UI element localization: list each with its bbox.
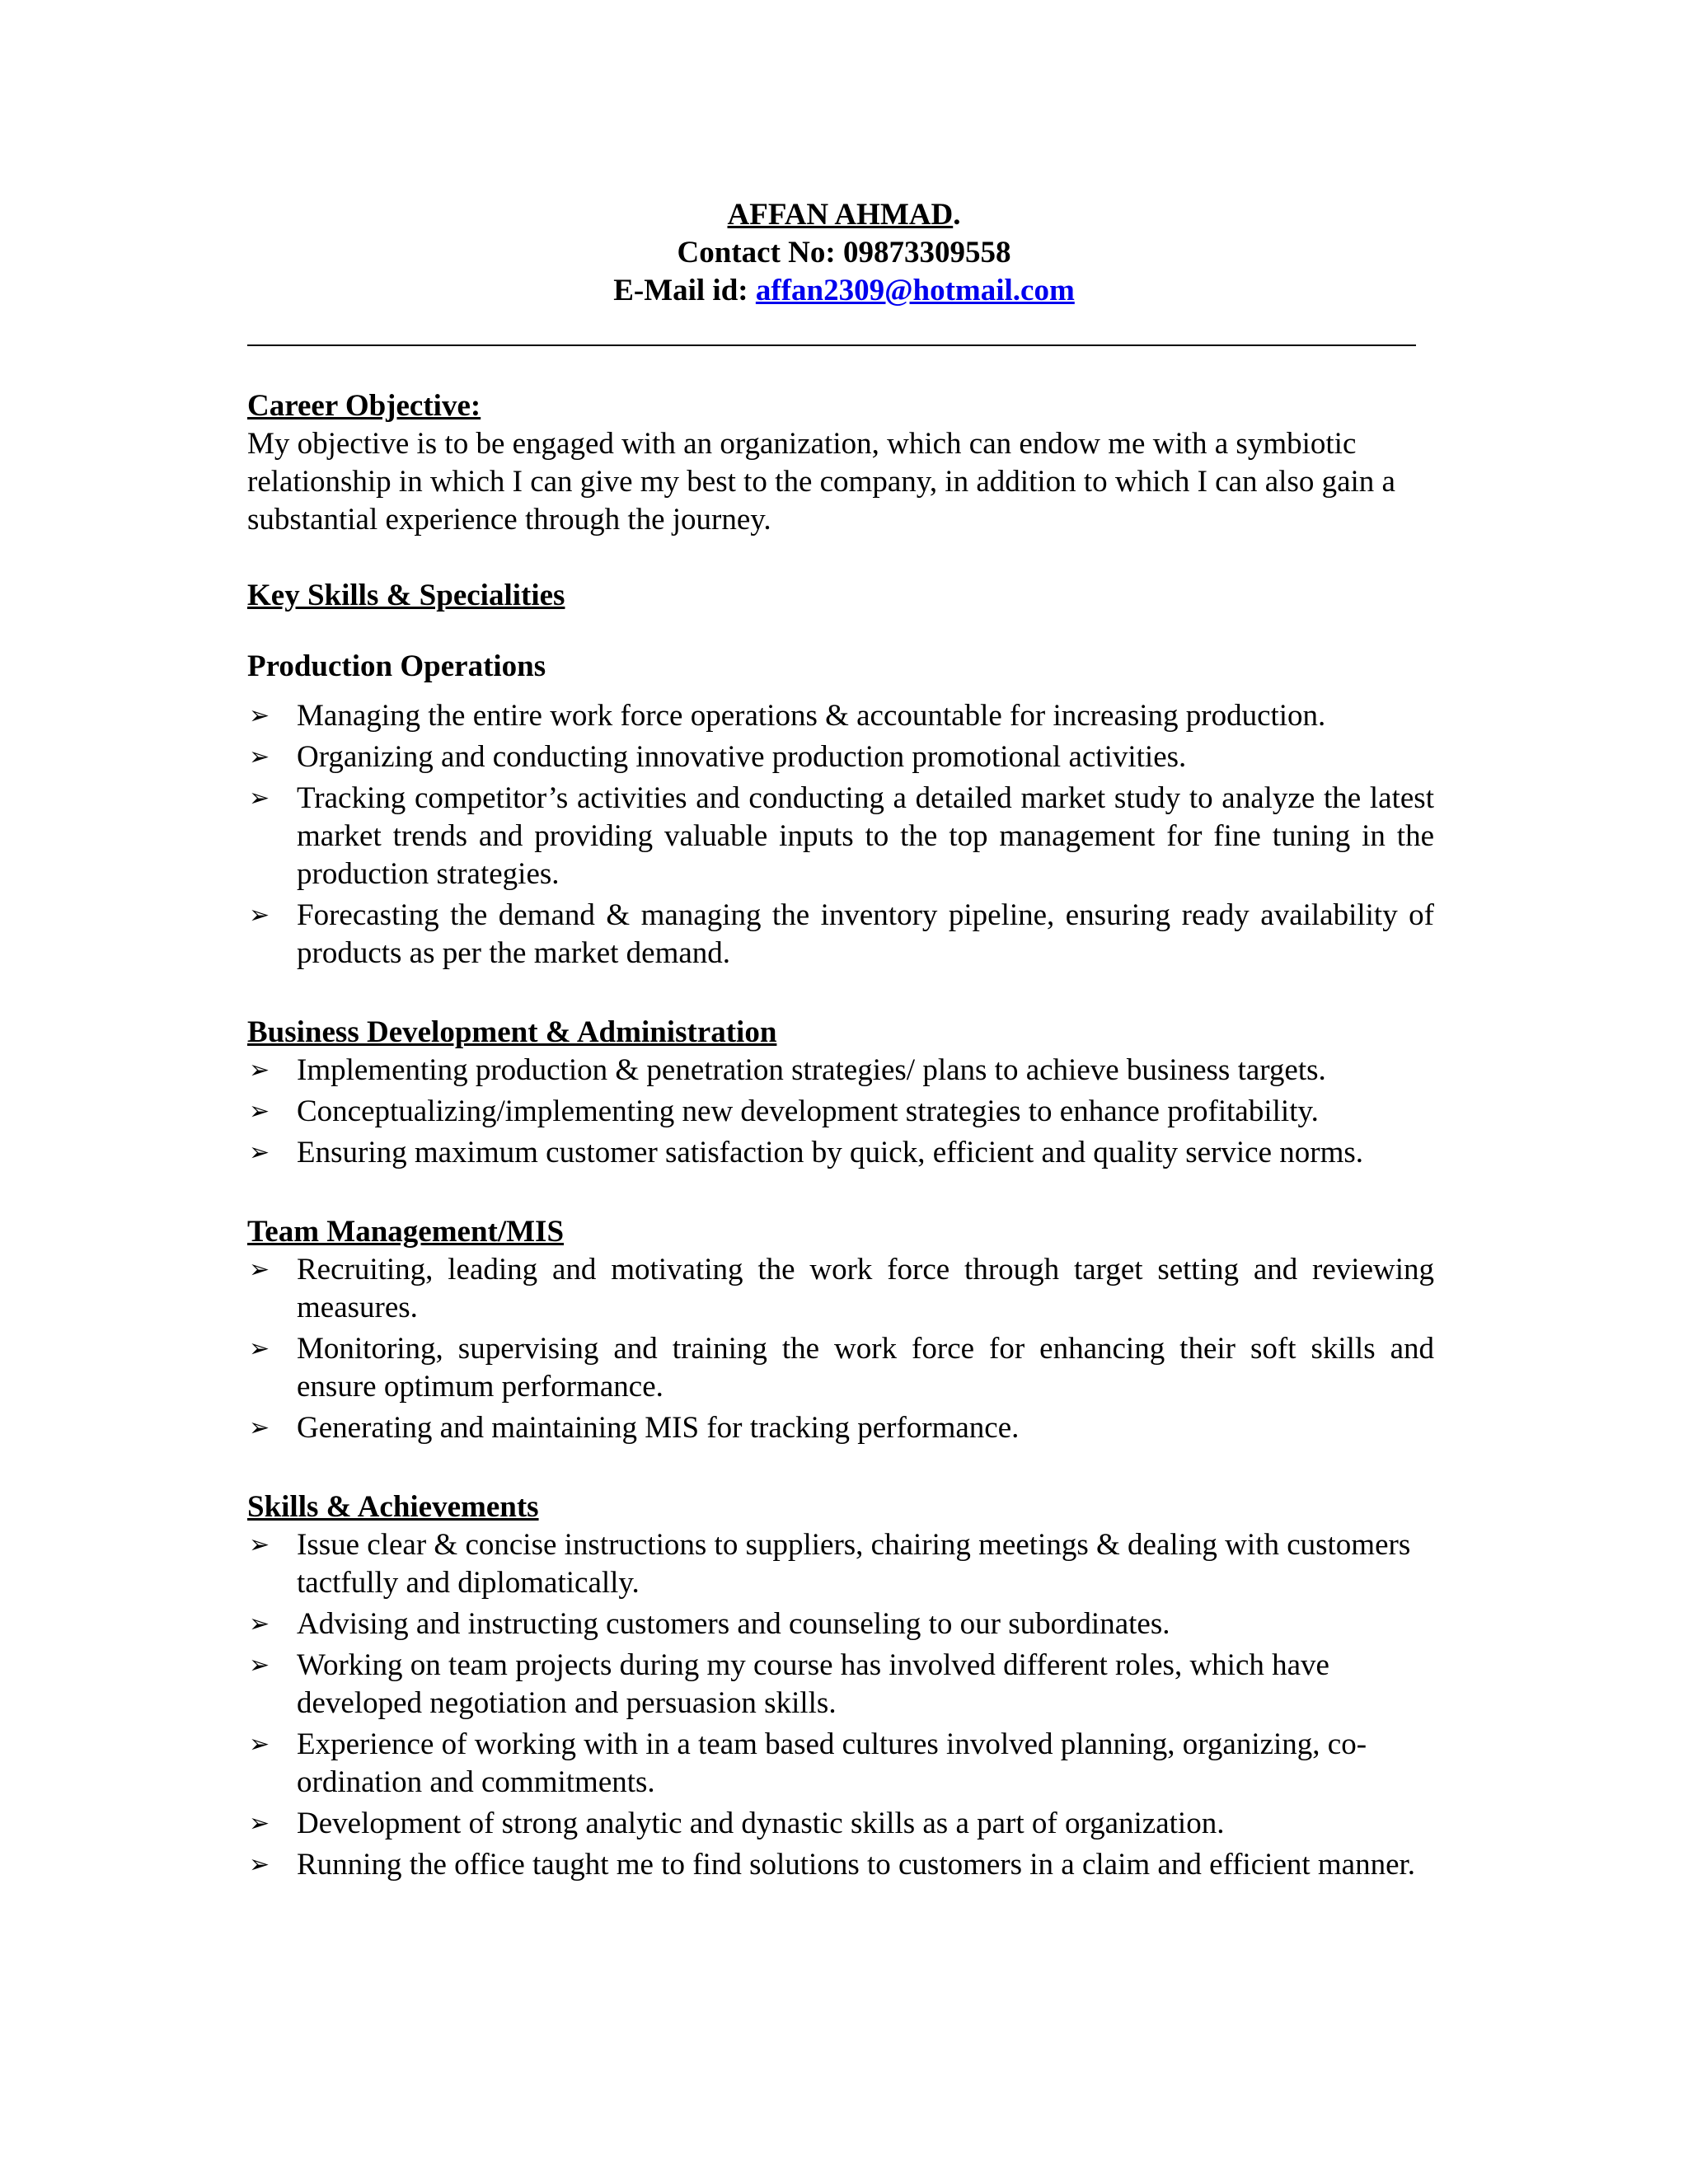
name-line [0,196,1688,234]
arrow-bullet-icon: ➢ [249,901,270,930]
list-item: ➢ Conceptualizing/implementing new development strategies to enhance profitability. [247,1093,1434,1131]
skills-achievements-heading: Skills & Achievements [247,1490,539,1524]
candidate-name: AFFAN AHMAD [727,198,954,232]
arrow-bullet-icon: ➢ [249,1850,270,1879]
resume-page [247,196,1434,1882]
team-management-list [247,1251,1434,1447]
arrow-bullet-icon: ➢ [249,701,270,730]
career-objective-heading: Career Objective: [247,389,481,423]
arrow-bullet-icon: ➢ [249,1255,270,1284]
email-link[interactable]: affan2309@hotmail.com [755,274,1075,307]
list-item: ➢ Implementing production & penetration strategies/ plans to achieve business targets. [247,1052,1434,1090]
arrow-bullet-icon: ➢ [249,1809,270,1838]
list-item: ➢ Running the office taught me to find solutions to customers in a claim and efficient manner. [247,1846,1434,1884]
list-item: ➢ Recruiting, leading and motivating the work force through target setting and reviewing measures. [249,1253,1434,1324]
career-objective-text: My objective is to be engaged with an organization, which can endow me with a symbiotic relationship in which I can give my best to the company, in addition to which I can also gain a substantial experience through the journey. [247,427,1395,537]
arrow-bullet-icon: ➢ [249,1097,270,1126]
arrow-bullet-icon: ➢ [249,1610,270,1638]
skills-achievements-list [247,1526,1434,1884]
arrow-bullet-icon: ➢ [249,1651,270,1680]
arrow-bullet-icon: ➢ [249,1138,270,1167]
production-operations-heading: Production Operations [247,649,546,683]
email-line [0,272,1688,310]
list-item: ➢ Generating and maintaining MIS for tracking performance. [247,1409,1434,1447]
business-development-heading: Business Development & Administration [247,1015,777,1049]
resume-header [0,196,1688,310]
production-operations-list [247,697,1434,972]
contact-number: 09873309558 [842,236,1011,269]
contact-label: Contact No: [677,236,843,269]
list-item: ➢ Issue clear & concise instructions to suppliers, chairing meetings & dealing with customers tactfully and diplomatically. [249,1528,1411,1600]
arrow-bullet-icon: ➢ [249,1530,270,1559]
list-item: ➢ Monitoring, supervising and training the work force for enhancing their soft skills and ensure optimum performance. [249,1332,1434,1404]
contact-line [0,234,1688,272]
name-suffix: . [953,198,961,232]
arrow-bullet-icon: ➢ [249,784,270,813]
list-item: ➢ Tracking competitor’s activities and conducting a detailed market study to analyze the latest market trends and providing valuable inputs to the top management for fine tuning in the production strategies. [249,781,1434,891]
arrow-bullet-icon: ➢ [249,1730,270,1759]
key-skills-heading: Key Skills & Specialities [247,579,565,612]
arrow-bullet-icon: ➢ [249,1056,270,1085]
list-item: ➢ Forecasting the demand & managing the inventory pipeline, ensuring ready availability of products as per the market demand. [249,898,1434,970]
arrow-bullet-icon: ➢ [249,1413,270,1442]
list-item: ➢ Advising and instructing customers and counseling to our subordinates. [247,1605,1434,1643]
list-item: ➢ Development of strong analytic and dynastic skills as a part of organization. [247,1805,1434,1843]
email-label: E-Mail id: [613,274,756,307]
list-item: ➢ Managing the entire work force operations & accountable for increasing production. [247,697,1434,735]
list-item: ➢ Organizing and conducting innovative production promotional activities. [247,738,1434,776]
header-divider [247,344,1416,346]
resume-body [247,387,1434,1887]
list-item: ➢ Working on team projects during my course has involved different roles, which have developed negotiation and persuasion skills. [249,1648,1329,1720]
list-item: ➢ Experience of working with in a team based cultures involved planning, organizing, co-ordination and commitments. [249,1727,1367,1799]
business-development-list [247,1052,1434,1172]
list-item: ➢ Ensuring maximum customer satisfaction by quick, efficient and quality service norms. [247,1134,1434,1172]
team-management-heading: Team Management/MIS [247,1215,565,1249]
arrow-bullet-icon: ➢ [249,1334,270,1363]
arrow-bullet-icon: ➢ [249,743,270,771]
